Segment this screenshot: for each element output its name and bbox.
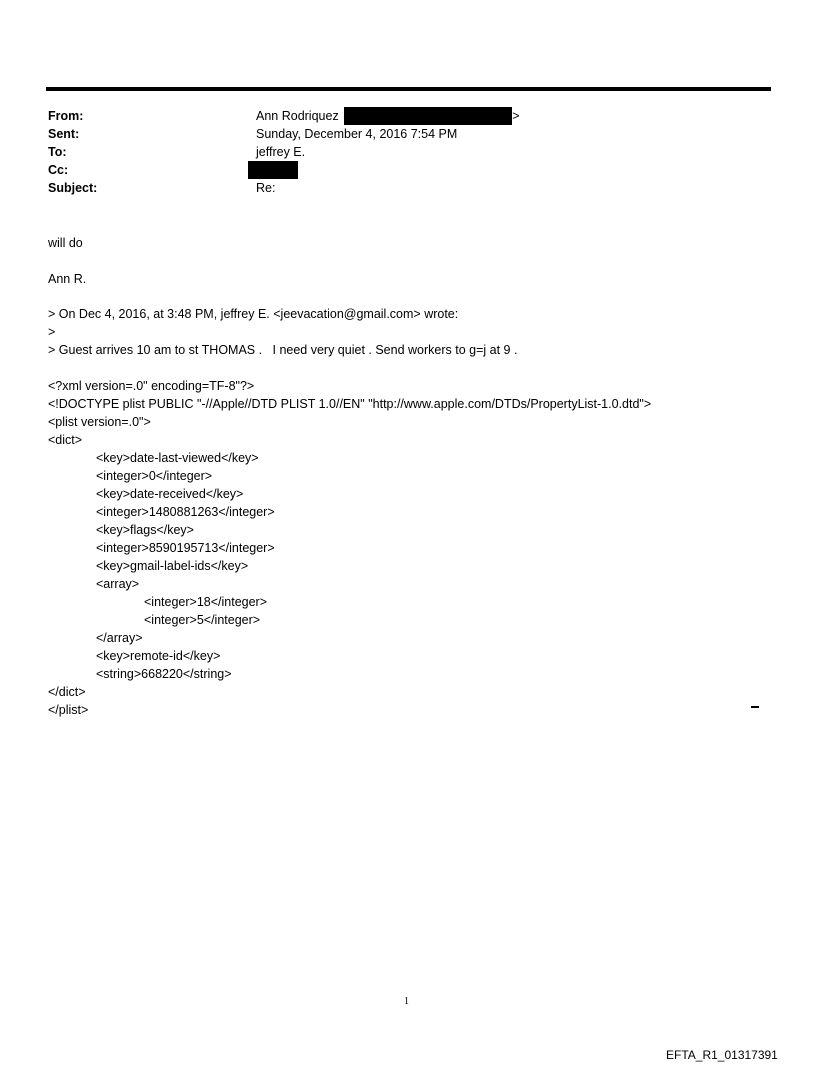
quote-line: > On Dec 4, 2016, at 3:48 PM, jeffrey E. <jeevacation@gmail.com> wrote: bbox=[48, 307, 459, 321]
quote-line: > Guest arrives 10 am to st THOMAS . I need very quiet . Send workers to g=j at 9 . bbox=[48, 343, 518, 357]
plist-line: </dict> bbox=[48, 685, 86, 699]
from-label: From: bbox=[48, 109, 84, 123]
plist-line: <key>remote-id</key> bbox=[96, 649, 221, 663]
plist-line: <string>668220</string> bbox=[96, 667, 232, 681]
plist-line: <integer>1480881263</integer> bbox=[96, 505, 275, 519]
sent-value: Sunday, December 4, 2016 7:54 PM bbox=[256, 127, 458, 141]
plist-line: <integer>18</integer> bbox=[144, 595, 268, 609]
plist-line: <?xml version=.0" encoding=TF-8"?> bbox=[48, 379, 255, 393]
plist-line: <dict> bbox=[48, 433, 83, 447]
document-id: EFTA_R1_01317391 bbox=[666, 1048, 778, 1062]
plist-line: <key>date-last-viewed</key> bbox=[96, 451, 259, 465]
cc-label: Cc: bbox=[48, 163, 69, 177]
redaction-box bbox=[344, 107, 512, 125]
from-suffix: > bbox=[512, 109, 520, 123]
plist-line: <integer>8590195713</integer> bbox=[96, 541, 275, 555]
quote-line: > bbox=[48, 325, 56, 339]
plist-line: <key>gmail-label-ids</key> bbox=[96, 559, 249, 573]
cc-redaction-box bbox=[248, 161, 298, 179]
stray-mark bbox=[751, 706, 759, 708]
page-number: 1 bbox=[404, 996, 409, 1007]
top-rule bbox=[46, 87, 771, 91]
plist-line: </array> bbox=[96, 631, 143, 645]
plist-line: <!DOCTYPE plist PUBLIC "-//Apple//DTD PLIST 1.0//EN" "http://www.apple.com/DTDs/PropertyList-1.0.dtd"> bbox=[48, 397, 652, 411]
plist-line: <array> bbox=[96, 577, 140, 591]
to-value: jeffrey E. bbox=[256, 145, 306, 159]
subject-label: Subject: bbox=[48, 181, 98, 195]
plist-line: <integer>0</integer> bbox=[96, 469, 213, 483]
plist-line: <plist version=.0"> bbox=[48, 415, 151, 429]
reply-text: will do bbox=[48, 236, 83, 250]
plist-line: </plist> bbox=[48, 703, 89, 717]
plist-line: <key>flags</key> bbox=[96, 523, 194, 537]
sender-name: Ann Rodriquez bbox=[256, 109, 339, 123]
plist-line: <integer>5</integer> bbox=[144, 613, 261, 627]
plist-line: <key>date-received</key> bbox=[96, 487, 244, 501]
subject-value: Re: bbox=[256, 181, 276, 195]
from-value bbox=[256, 109, 520, 125]
signature: Ann R. bbox=[48, 272, 87, 286]
to-label: To: bbox=[48, 145, 67, 159]
sent-label: Sent: bbox=[48, 127, 80, 141]
